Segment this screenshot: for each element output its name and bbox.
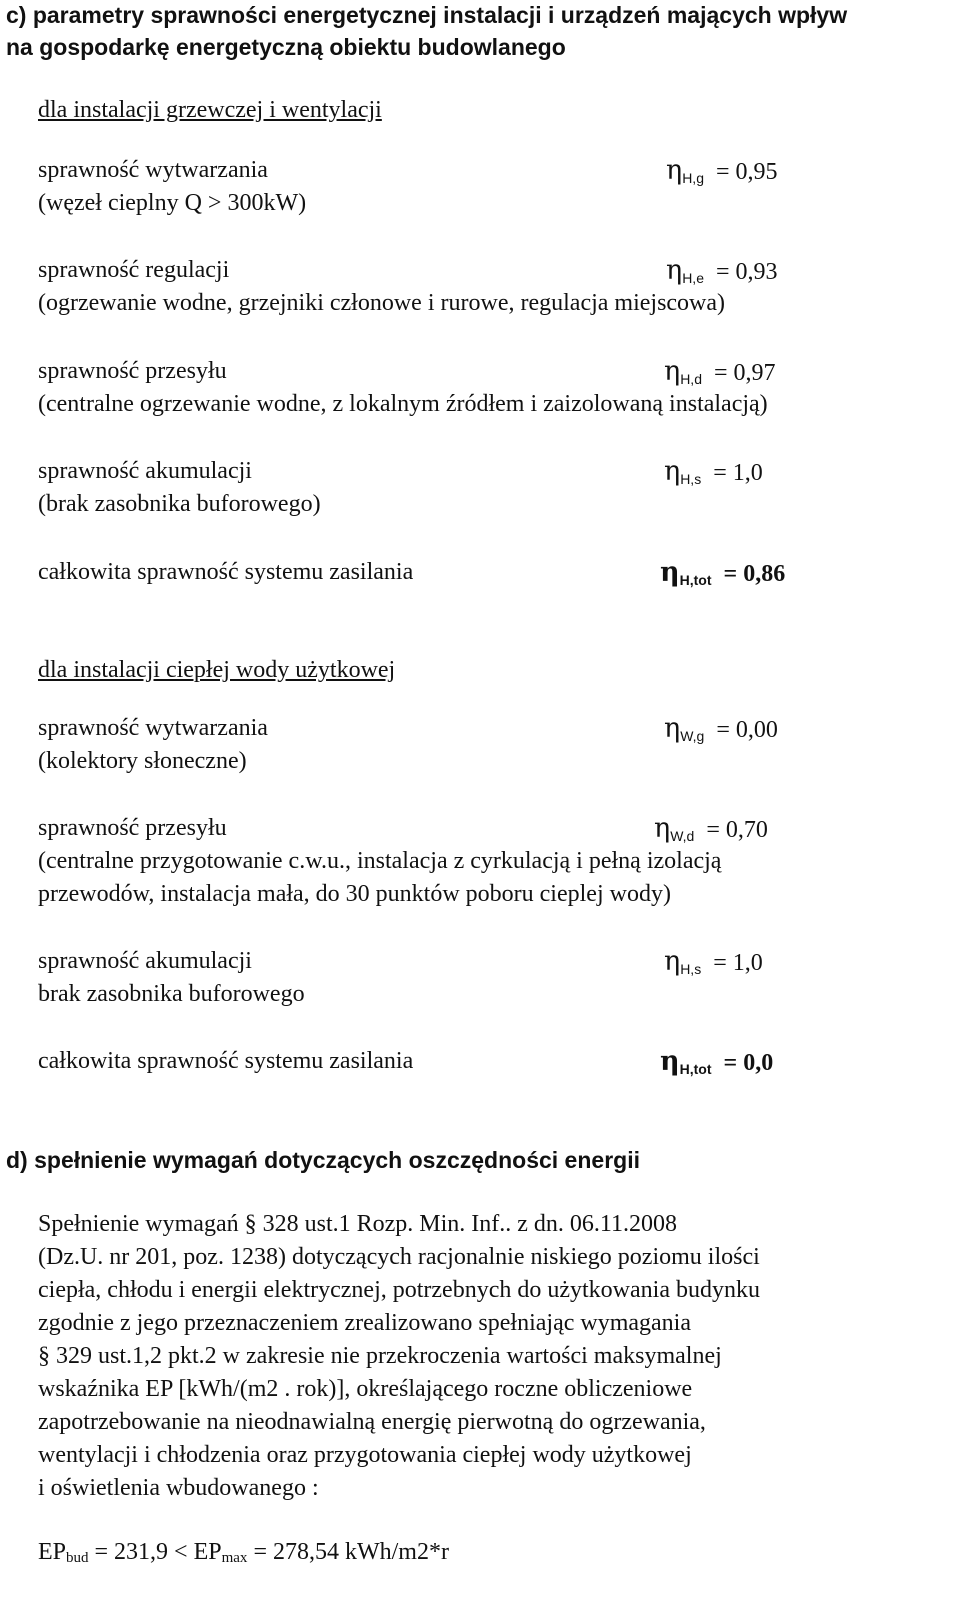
hot-water-item-label: sprawność wytwarzania — [38, 715, 268, 741]
efficiency-formula — [664, 356, 776, 394]
efficiency-value: = 1,0 — [713, 460, 763, 486]
eta-symbol: η — [664, 946, 681, 977]
eta-subscript: H,d — [680, 371, 702, 387]
section-c-heading-line1: c) parametry sprawności energetycznej instalacji i urządzeń mających wpływ — [6, 2, 848, 28]
ep-subscript: bud — [66, 1550, 89, 1566]
paragraph-line: (Dz.U. nr 201, poz. 1238) dotyczących racjonalnie niskiego poziomu ilości — [38, 1244, 760, 1270]
eta-symbol: η — [666, 155, 683, 186]
eta-subscript: W,g — [680, 728, 705, 744]
efficiency-formula — [666, 255, 778, 293]
hot-water-total-label: całkowita sprawność systemu zasilania — [38, 1048, 414, 1074]
paragraph-line: wskaźnika EP [kWh/(m2 . rok)], określającego roczne obliczeniowe — [38, 1376, 693, 1402]
ep-formula — [38, 1537, 449, 1573]
heating-item-label: sprawność przesyłu — [38, 358, 227, 384]
efficiency-formula — [664, 713, 778, 751]
eta-symbol: η — [664, 356, 681, 387]
efficiency-formula — [654, 813, 768, 851]
eta-subscript: H,g — [682, 170, 704, 186]
ep-max-subscript: max — [221, 1550, 248, 1566]
hot-water-subheading: dla instalacji ciepłej wody użytkowej — [38, 657, 396, 683]
eta-symbol: η — [654, 813, 671, 844]
efficiency-value: = 0,00 — [716, 717, 778, 743]
hot-water-item-note: przewodów, instalacja mała, do 30 punktów poboru cieplej wody) — [38, 881, 671, 907]
efficiency-value: = 0,97 — [713, 360, 776, 386]
paragraph-line: Spełnienie wymagań § 328 ust.1 Rozp. Min. Inf.. z dn. 06.11.2008 — [38, 1211, 678, 1237]
eta-symbol: η — [660, 1046, 680, 1077]
eta-symbol: η — [664, 713, 681, 744]
hot-water-item-note: (kolektory słoneczne) — [38, 748, 247, 774]
heating-item-label: sprawność wytwarzania — [38, 157, 268, 183]
section-c-heading-line2: na gospodarkę energetyczną obiektu budowlanego — [6, 34, 566, 60]
paragraph-line: zgodnie z jego przeznaczeniem zrealizowano spełniając wymagania — [38, 1310, 691, 1336]
efficiency-value: = 0,70 — [706, 817, 768, 843]
heating-item-label: sprawność regulacji — [38, 257, 230, 283]
efficiency-total-formula — [660, 1046, 773, 1084]
paragraph-line: § 329 ust.1,2 pkt.2 w zakresie nie przekroczenia wartości maksymalnej — [38, 1343, 722, 1369]
eta-symbol: η — [664, 456, 681, 487]
eta-subscript: H,s — [680, 471, 702, 487]
efficiency-value: = 0,93 — [715, 259, 778, 285]
ep-value: = 231,9 < — [88, 1539, 194, 1565]
heating-subheading: dla instalacji grzewczej i wentylacji — [38, 97, 382, 123]
paragraph-line: i oświetlenia wbudowanego : — [38, 1475, 319, 1501]
paragraph-line: ciepła, chłodu i energii elektrycznej, potrzebnych do użytkowania budynku — [38, 1277, 760, 1303]
eta-symbol: η — [660, 557, 680, 588]
eta-subscript: H,s — [680, 961, 702, 977]
efficiency-total-formula — [660, 557, 785, 595]
efficiency-formula — [664, 946, 763, 984]
section-d-heading: d) spełnienie wymagań dotyczących oszczędności energii — [6, 1147, 640, 1173]
eta-subscript: H,tot — [679, 572, 712, 588]
efficiency-formula — [664, 456, 763, 494]
eta-subscript: H,tot — [679, 1061, 712, 1077]
ep-label: EP — [38, 1539, 67, 1565]
heating-total-label: całkowita sprawność systemu zasilania — [38, 559, 414, 585]
efficiency-formula — [666, 155, 778, 193]
ep-max-label: EP — [193, 1539, 222, 1565]
hot-water-item-label: sprawność przesyłu — [38, 815, 227, 841]
eta-symbol: η — [666, 255, 683, 286]
efficiency-total-value: = 0,0 — [723, 1050, 774, 1076]
heating-item-note: (brak zasobnika buforowego) — [38, 491, 321, 517]
efficiency-total-value: = 0,86 — [723, 561, 786, 587]
heating-item-note: (węzeł cieplny Q > 300kW) — [38, 190, 307, 216]
eta-subscript: W,d — [670, 828, 695, 844]
heating-item-note: (ogrzewanie wodne, grzejniki członowe i rurowe, regulacja miejscowa) — [38, 290, 726, 316]
heating-item-label: sprawność akumulacji — [38, 458, 252, 484]
heating-item-note: (centralne ogrzewanie wodne, z lokalnym źródłem i zaizolowaną instalacją) — [38, 391, 768, 417]
eta-subscript: H,e — [682, 270, 704, 286]
paragraph-line: zapotrzebowanie na nieodnawialną energię pierwotną do ogrzewania, — [38, 1409, 706, 1435]
efficiency-value: = 1,0 — [713, 950, 763, 976]
hot-water-item-note: (centralne przygotowanie c.w.u., instalacja z cyrkulacją i pełną izolacją — [38, 848, 722, 874]
ep-max-value: = 278,54 kWh/m2*r — [247, 1539, 449, 1565]
hot-water-item-label: sprawność akumulacji — [38, 948, 252, 974]
paragraph-line: wentylacji i chłodzenia oraz przygotowania ciepłej wody użytkowej — [38, 1442, 692, 1468]
hot-water-item-note: brak zasobnika buforowego — [38, 981, 305, 1007]
efficiency-value: = 0,95 — [715, 159, 778, 185]
